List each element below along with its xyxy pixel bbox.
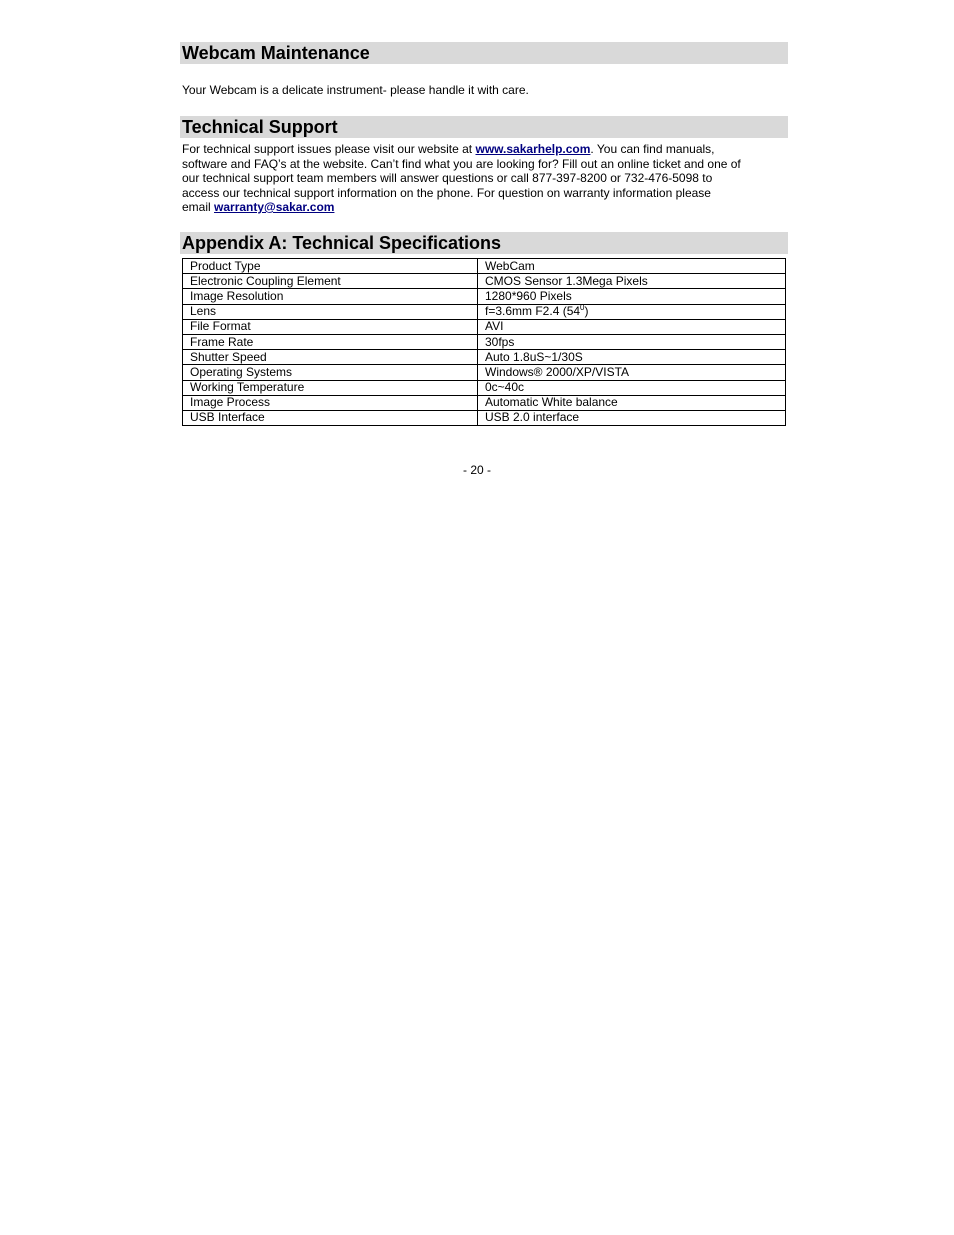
spec-label: Shutter Speed <box>183 350 478 365</box>
warranty-email-link[interactable]: warranty@sakar.com <box>214 200 335 214</box>
spec-value: WebCam <box>478 259 786 274</box>
table-row <box>183 289 786 304</box>
spec-label: Frame Rate <box>183 334 478 349</box>
table-row <box>183 395 786 410</box>
support-text-part-1: For technical support issues please visit our website at <box>182 142 476 156</box>
spec-value: Auto 1.8uS~1/30S <box>478 350 786 365</box>
spec-label: Operating Systems <box>183 365 478 380</box>
spec-value: 1280*960 Pixels <box>478 289 786 304</box>
spec-value: AVI <box>478 319 786 334</box>
spec-label: Electronic Coupling Element <box>183 274 478 289</box>
spec-value: Windows® 2000/XP/VISTA <box>478 365 786 380</box>
table-row <box>183 304 786 319</box>
technical-support-text <box>182 142 742 215</box>
spec-value <box>478 304 786 319</box>
spec-value: 0c~40c <box>478 380 786 395</box>
spec-value: USB 2.0 interface <box>478 410 786 425</box>
table-row <box>183 365 786 380</box>
table-row <box>183 259 786 274</box>
table-row <box>183 410 786 425</box>
spec-label: Working Temperature <box>183 380 478 395</box>
table-row <box>183 350 786 365</box>
spec-value: CMOS Sensor 1.3Mega Pixels <box>478 274 786 289</box>
webcam-maintenance-text: Your Webcam is a delicate instrument- please handle it with care. <box>182 83 529 97</box>
technical-support-heading: Technical Support <box>180 116 788 138</box>
table-row <box>183 380 786 395</box>
table-row <box>183 319 786 334</box>
spec-label: Lens <box>183 304 478 319</box>
spec-value: 30fps <box>478 334 786 349</box>
page-number: - 20 - <box>462 463 491 477</box>
spec-label: Image Process <box>183 395 478 410</box>
webcam-maintenance-heading: Webcam Maintenance <box>180 42 788 64</box>
website-link[interactable]: www.sakarhelp.com <box>475 142 591 156</box>
spec-value: Automatic White balance <box>478 395 786 410</box>
table-row <box>183 334 786 349</box>
table-row <box>183 274 786 289</box>
spec-label: USB Interface <box>183 410 478 425</box>
spec-label: Image Resolution <box>183 289 478 304</box>
appendix-heading: Appendix A: Technical Specifications <box>180 232 788 254</box>
lens-value-tail: ) <box>584 304 589 319</box>
support-text-part-2: . You can find manuals, software and FAQ’s at the website. Can’t find what you are looking for? Fill out an online ticket and one of our technical support team members will answer questions or call 877-397-8200 or 732-476-5098 to access our technical support information on the phone. For question on warranty information please email <box>182 142 741 214</box>
specifications-table <box>182 258 786 426</box>
spec-label: Product Type <box>183 259 478 274</box>
lens-value-main: f=3.6mm F2.4 (54 <box>485 304 581 319</box>
spec-label: File Format <box>183 319 478 334</box>
degree-superscript: 0 <box>580 303 585 313</box>
